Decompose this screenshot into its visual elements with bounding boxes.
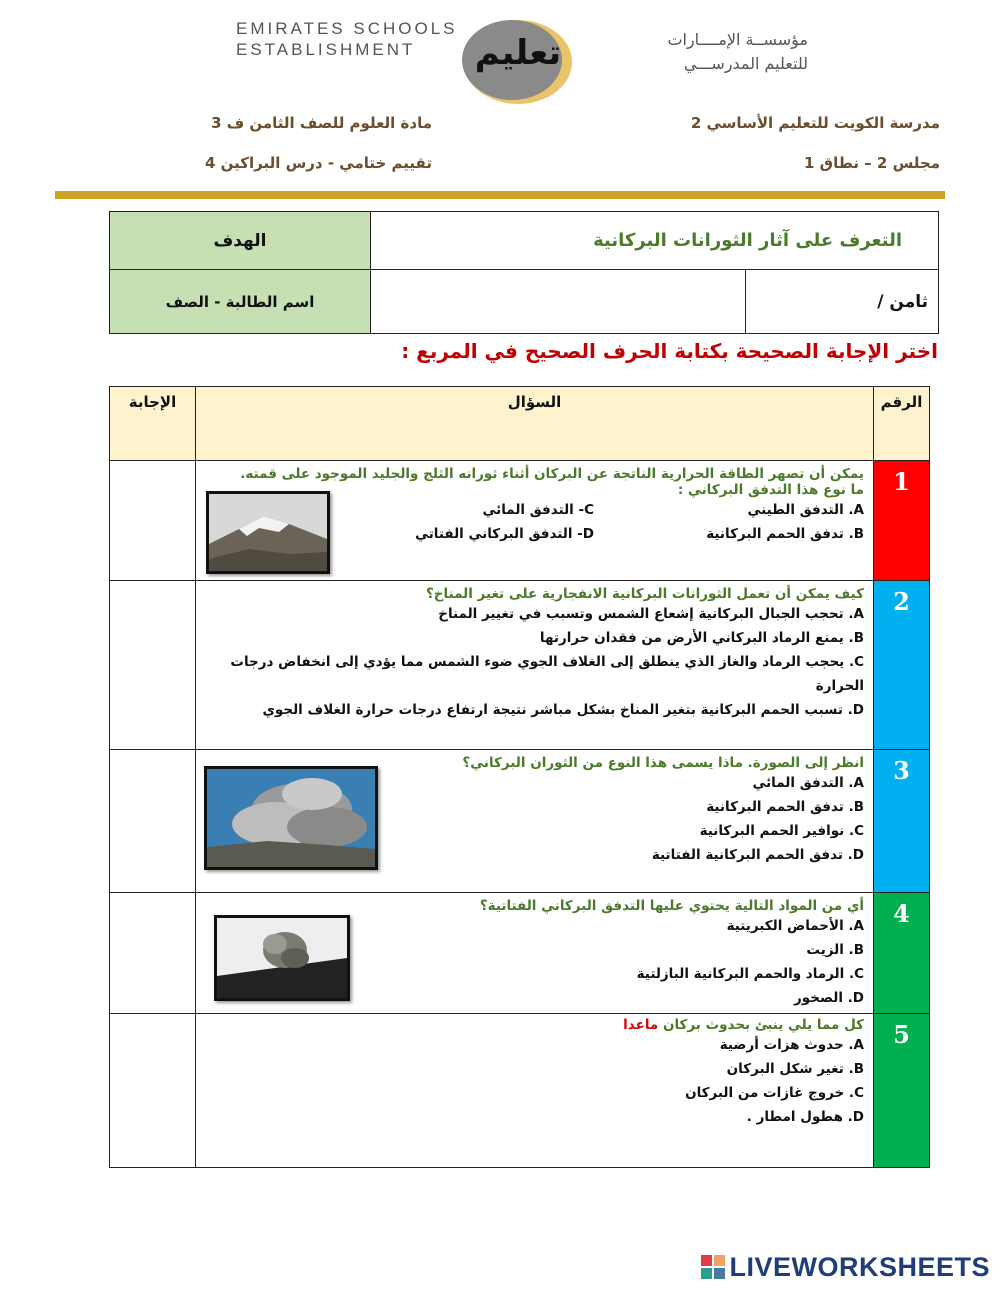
question-text-5-main: كل مما يلي ينبئ بحدوث بركان <box>662 1017 864 1033</box>
answer-box-4[interactable] <box>110 893 196 1014</box>
question-text-5-except: ماعدا <box>623 1017 659 1033</box>
q2-option-c: C. يحجب الرماد والغاز الذي ينطلق إلى الغلاف الجوي ضوء الشمس مما يؤدي إلى انخفاض درجات الحرارة <box>230 654 864 694</box>
answer-box-5[interactable] <box>110 1014 196 1168</box>
q2-option-d: D. تسبب الحمم البركانية بتغير المناخ بشكل مباشر نتيجة ارتفاع درجات حرارة الغلاف الجوي <box>262 702 864 718</box>
question-row-5 <box>110 1014 930 1168</box>
question-text-4: أي من المواد التالية يحتوي عليها التدفق البركاني الفتاتية؟ <box>479 898 864 914</box>
liveworksheets-logo <box>701 1252 990 1283</box>
ese-arabic-line2: للتعليم المدرســـي <box>683 54 808 73</box>
volcanic-explosion-image <box>214 915 350 1001</box>
number-header: الرقم <box>874 387 930 461</box>
question-number-5: 5 <box>874 1014 930 1168</box>
question-row-4 <box>110 893 930 1014</box>
question-text-5 <box>205 1017 864 1033</box>
question-number-2: 2 <box>874 581 930 750</box>
student-name-label: اسم الطالبة - الصف <box>110 270 371 334</box>
question-cell-3 <box>196 750 874 893</box>
goal-text: التعرف على آثار الثورانات البركانية <box>371 212 939 270</box>
class-field[interactable]: ثامن / <box>746 270 939 334</box>
q4-option-d: D. الصخور <box>793 990 864 1006</box>
question-number-3: 3 <box>874 750 930 893</box>
answer-box-3[interactable] <box>110 750 196 893</box>
q2-option-a: A. تحجب الجبال البركانية إشعاع الشمس وتسبب في تغيير المناخ <box>438 606 864 622</box>
q4-option-c: C. الرماد والحمم البركانية البازلتية <box>636 966 864 982</box>
q5-option-d: D. هطول امطار . <box>746 1109 864 1125</box>
q5-option-c: C. خروج غازات من البركان <box>685 1085 864 1101</box>
question-row-3 <box>110 750 930 893</box>
q1-option-d: D- التدفق البركاني الفتاتي <box>415 526 594 542</box>
taleem-logo-word: تعليم <box>474 33 562 73</box>
q5-option-b: B. تغير شكل البركان <box>726 1061 864 1077</box>
question-header: السؤال <box>196 387 874 461</box>
question-row-2 <box>110 581 930 750</box>
question-cell-4 <box>196 893 874 1014</box>
questions-table <box>109 386 930 1168</box>
q1-option-a: A. التدفق الطيني <box>747 502 864 518</box>
info-table <box>109 211 939 334</box>
question-number-1: 1 <box>874 461 930 581</box>
liveworksheets-icon <box>701 1255 725 1279</box>
ese-arabic-line1: مؤسســة الإمــــارات <box>667 30 808 49</box>
question-subtext-1: ما نوع هذا التدفق البركاني : <box>677 482 864 498</box>
question-text-3: انظر إلى الصورة. ماذا يسمى هذا النوع من الثوران البركاني؟ <box>462 755 864 771</box>
header-divider <box>55 191 945 199</box>
subject-line: مادة العلوم للصف الثامن ف 3 <box>211 114 432 132</box>
liveworksheets-wordmark: LIVEWORKSHEETS <box>729 1252 990 1282</box>
ese-logo-line1: EMIRATES SCHOOLS <box>236 19 458 38</box>
question-cell-2 <box>196 581 874 750</box>
q3-option-d: D. تدفق الحمم البركانية الفتاتية <box>651 847 864 863</box>
school-name: مدرسة الكويت للتعليم الأساسي 2 <box>690 114 940 132</box>
question-number-4: 4 <box>874 893 930 1014</box>
student-name-field[interactable] <box>371 270 746 334</box>
snowy-volcano-image <box>206 491 330 574</box>
q2-option-b: B. يمنع الرماد البركاني الأرض من فقدان حرارتها <box>539 630 864 646</box>
q4-option-b: B. الزيت <box>806 942 864 958</box>
goal-label: الهدف <box>110 212 371 270</box>
instruction-text: اختر الإجابة الصحيحة بكتابة الحرف الصحيح في المربع : <box>401 339 938 363</box>
q5-option-a: A. حدوث هزات أرضية <box>719 1037 864 1053</box>
q3-option-a: A. التدفق المائي <box>752 775 864 791</box>
answer-header: الإجابة <box>110 387 196 461</box>
question-text-1: يمكن أن تصهر الطاقة الحرارية الناتجة عن البركان أثناء ثورانه الثلج والجليد الموجود على قمته. <box>240 466 864 482</box>
ese-logo-text <box>236 18 458 60</box>
question-cell-1 <box>196 461 874 581</box>
q3-option-b: B. تدفق الحمم البركانية <box>706 799 864 815</box>
assessment-line: تقييم ختامي - درس البراكين 4 <box>205 154 432 172</box>
council-name: مجلس 2 – نطاق 1 <box>804 154 940 172</box>
question-row-1 <box>110 461 930 581</box>
answer-box-1[interactable] <box>110 461 196 581</box>
q3-option-c: C. نوافير الحمم البركانية <box>699 823 864 839</box>
q1-option-c: C- التدفق المائي <box>482 502 594 518</box>
taleem-logo <box>460 14 576 106</box>
pyroclastic-flow-image <box>204 766 378 870</box>
q1-option-b: B. تدفق الحمم البركانية <box>706 526 864 542</box>
question-cell-5 <box>196 1014 874 1168</box>
question-text-2: كيف يمكن أن تعمل الثورانات البركانية الانفجارية على تغير المناخ؟ <box>425 586 864 602</box>
ese-arabic-logo <box>626 28 808 76</box>
answer-box-2[interactable] <box>110 581 196 750</box>
q4-option-a: A. الأحماض الكبريتية <box>726 918 864 934</box>
ese-logo-line2: ESTABLISHMENT <box>236 40 416 59</box>
